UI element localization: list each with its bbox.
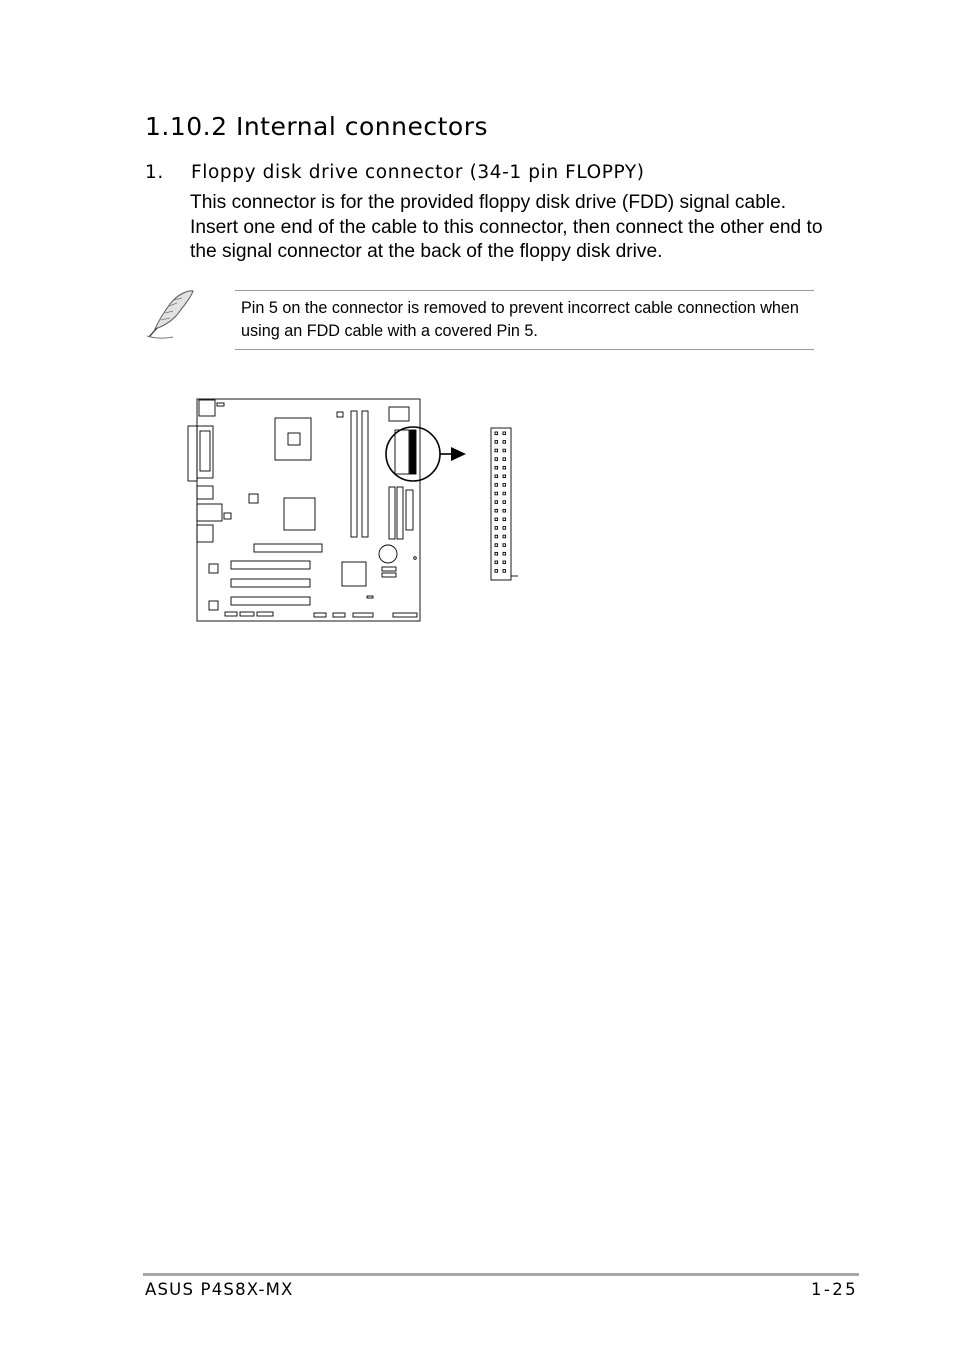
- connector-pin: [503, 544, 506, 547]
- item-number: 1.: [145, 162, 164, 183]
- item-description: This connector is for the provided floppy disk drive (FDD) signal cable. Insert one end of the cable to this connector, then connect the other end to the signal connector at the back of the floppy disk drive.: [190, 192, 823, 263]
- connector-pin: [503, 518, 506, 521]
- connector-pin: [503, 449, 506, 452]
- footer-product-name: ASUS P4S8X-MX: [145, 1280, 294, 1299]
- southbridge: [342, 562, 366, 586]
- connector-pin: [495, 509, 498, 512]
- connector-pin: [503, 475, 506, 478]
- section-heading: 1.10.2 Internal connectors: [145, 112, 489, 141]
- connector-pin: [495, 449, 498, 452]
- connector-pin: [503, 458, 506, 461]
- connector-pin: [495, 518, 498, 521]
- connector-pin: [503, 509, 506, 512]
- connector-pin: [495, 544, 498, 547]
- floppy-connector-location-diagram: [187, 390, 527, 630]
- battery: [379, 545, 397, 563]
- connector-pin: [503, 432, 506, 435]
- floppy-connector-board: [410, 430, 416, 474]
- note-text: Pin 5 on the connector is removed to prevent incorrect cable connection when using an FDD cable with a covered Pin 5.: [241, 299, 799, 340]
- connector-pin: [495, 552, 498, 555]
- connector-pin: [495, 458, 498, 461]
- cpu-socket: [275, 418, 311, 460]
- agp-slot: [254, 544, 322, 552]
- connector-pin: [503, 441, 506, 444]
- connector-pin: [503, 552, 506, 555]
- connector-pin: [503, 570, 506, 573]
- item-title: Floppy disk drive connector (34-1 pin FLOPPY): [191, 162, 645, 183]
- connector-pin: [495, 432, 498, 435]
- connector-pin: [503, 501, 506, 504]
- pci-slot-3: [231, 597, 310, 605]
- note-top-rule: [235, 290, 814, 291]
- connector-pin: [495, 466, 498, 469]
- connector-pin: [503, 492, 506, 495]
- pci-slot-2: [231, 579, 310, 587]
- northbridge: [284, 498, 315, 530]
- footer-page-number: 1-25: [810, 1280, 858, 1299]
- connector-pin: [495, 561, 498, 564]
- floppy-connector-pinout-icon: [491, 428, 518, 580]
- connector-pin: [503, 535, 506, 538]
- connector-pin: [495, 570, 498, 573]
- connector-pin: [495, 475, 498, 478]
- feather-quill-icon: [143, 287, 199, 341]
- connector-pin: [495, 484, 498, 487]
- footer-rule: [143, 1273, 859, 1276]
- connector-pin: [495, 501, 498, 504]
- pci-slot-1: [231, 561, 310, 569]
- connector-pin: [495, 492, 498, 495]
- connector-pin: [503, 466, 506, 469]
- note-bottom-rule: [235, 349, 814, 350]
- dimm-slot-1: [351, 411, 357, 537]
- item-heading: [145, 162, 645, 183]
- connector-pin: [503, 484, 506, 487]
- dimm-slot-2: [362, 411, 368, 537]
- motherboard-outline: [197, 399, 420, 621]
- connector-pin: [495, 527, 498, 530]
- connector-pin: [495, 535, 498, 538]
- connector-pin: [503, 561, 506, 564]
- connector-pin: [495, 441, 498, 444]
- connector-pin: [503, 527, 506, 530]
